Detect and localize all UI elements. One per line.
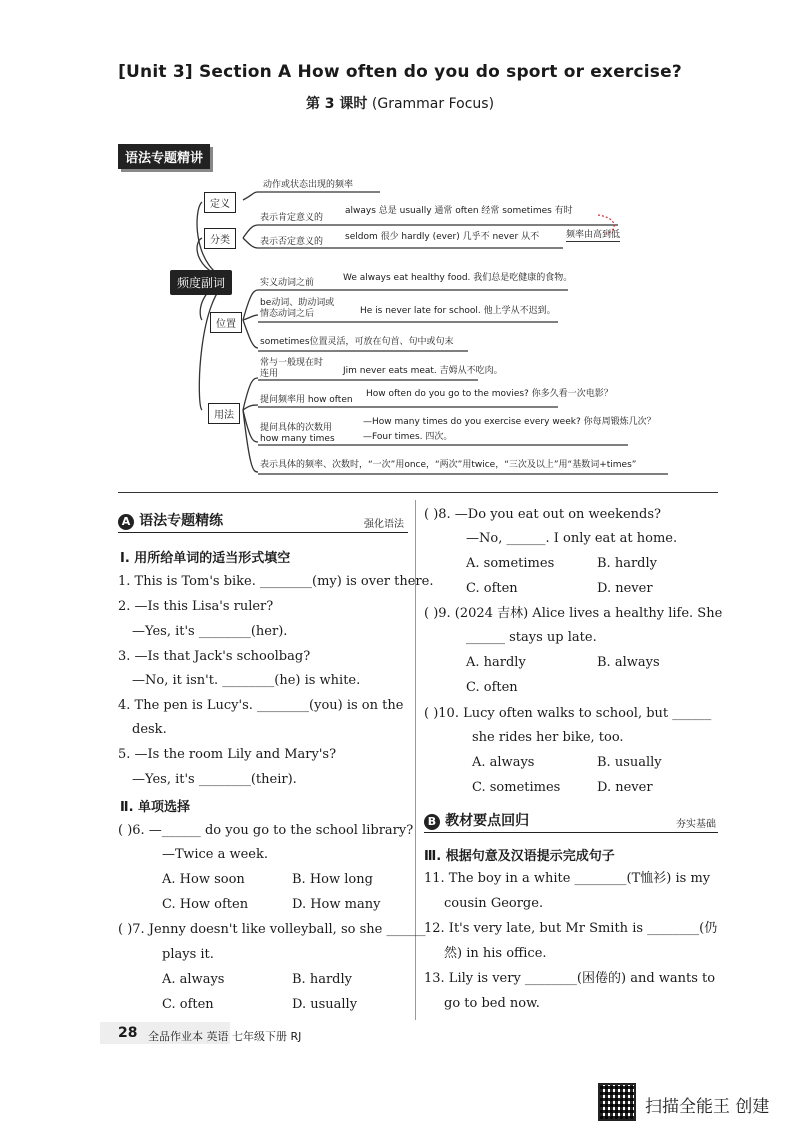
q6-option-a[interactable]: A. How soon bbox=[162, 872, 245, 887]
mindmap-usage-node: 用法 bbox=[208, 403, 240, 424]
question-6: ( )6. —______ do you go to the school library? bbox=[118, 823, 414, 838]
usage-2-example: How often do you go to the movies? 你多久看一次电影？ bbox=[366, 389, 613, 399]
q10-option-d[interactable]: D. never bbox=[597, 780, 653, 795]
class-positive-label: 表示肯定意义的 bbox=[260, 213, 324, 223]
q10-option-c[interactable]: C. sometimes bbox=[472, 780, 561, 795]
mindmap-classification-node: 分类 bbox=[204, 228, 236, 249]
question-11-line2: cousin George. bbox=[444, 896, 544, 911]
page-title: [Unit 3] Section A How often do you do sport or exercise? bbox=[118, 62, 682, 82]
class-negative-words: seldom 很少 hardly (ever) 几乎不 never 从不 bbox=[345, 232, 540, 242]
lesson-topic: (Grammar Focus) bbox=[371, 96, 495, 112]
footer-text: 全品作业本 英语 七年级下册 RJ bbox=[148, 1030, 302, 1043]
part-1-title: Ⅰ. 用所给单词的适当形式填空 bbox=[120, 551, 291, 566]
q10-option-b[interactable]: B. usually bbox=[597, 755, 662, 770]
question-13-line2: go to bed now. bbox=[444, 996, 540, 1011]
definition-text: 动作或状态出现的频率 bbox=[263, 180, 354, 190]
q9-option-a[interactable]: A. hardly bbox=[466, 655, 526, 670]
question-12-line1: 12. It's very late, but Mr Smith is ________(仍 bbox=[424, 921, 718, 936]
position-2-example: He is never late for school. 他上学从不迟到。 bbox=[360, 306, 556, 316]
section-a-badge: A bbox=[118, 514, 134, 530]
question-7-line2: plays it. bbox=[162, 947, 214, 962]
section-b-title: 教材要点回归 bbox=[445, 813, 530, 829]
question-3-prompt: 3. —Is that Jack's schoolbag? bbox=[118, 649, 311, 664]
question-6-reply: —Twice a week. bbox=[162, 847, 269, 862]
position-1-label: 实义动词之前 bbox=[260, 278, 315, 288]
usage-3-example-q: —How many times do you exercise every week? 你每周锻炼几次？ bbox=[363, 417, 656, 427]
section-a-title: 语法专题精练 bbox=[139, 513, 224, 529]
usage-4-text: 表示具体的频率、次数时，“一次”用once，“两次”用twice，“三次及以上”用“基数词+times” bbox=[260, 460, 637, 470]
section-b-tag: 夯实基础 bbox=[676, 819, 716, 830]
question-5-prompt: 5. —Is the room Lily and Mary's? bbox=[118, 747, 337, 762]
section-a-tag: 强化语法 bbox=[364, 519, 404, 530]
section-b-banner bbox=[424, 810, 718, 833]
page-number: 28 bbox=[118, 1025, 138, 1041]
q7-option-c[interactable]: C. often bbox=[162, 997, 214, 1012]
question-8-reply: —No, ______. I only eat at home. bbox=[466, 531, 678, 546]
question-12-line2: 然) in his office. bbox=[444, 946, 547, 961]
watermark-text: 扫描全能王 创建 bbox=[645, 1097, 770, 1117]
question-5-reply: —Yes, it's ________(their). bbox=[132, 772, 297, 787]
usage-1-example: Jim never eats meat. 吉姆从不吃肉。 bbox=[343, 366, 503, 376]
question-2-reply: —Yes, it's ________(her). bbox=[132, 624, 288, 639]
q7-option-b[interactable]: B. hardly bbox=[292, 972, 352, 987]
q8-option-d[interactable]: D. never bbox=[597, 581, 653, 596]
q7-option-d[interactable]: D. usually bbox=[292, 997, 358, 1012]
usage-1-label: 常与一般现在时连用 bbox=[260, 358, 324, 379]
usage-3-label: 提问具体的次数用 how many times bbox=[260, 423, 335, 444]
usage-2-label: 提问频率用 how often bbox=[260, 395, 353, 405]
part-3-title: Ⅲ. 根据句意及汉语提示完成句子 bbox=[424, 849, 615, 864]
q6-option-d[interactable]: D. How many bbox=[292, 897, 381, 912]
mindmap-root: 频度副词 bbox=[170, 270, 232, 295]
q9-option-c[interactable]: C. often bbox=[466, 680, 518, 695]
question-8: ( )8. —Do you eat out on weekends? bbox=[424, 507, 661, 522]
section-divider bbox=[118, 492, 718, 493]
q6-option-b[interactable]: B. How long bbox=[292, 872, 373, 887]
usage-3-example-a: —Four times. 四次。 bbox=[363, 432, 453, 442]
section-a-banner bbox=[118, 510, 408, 533]
question-4-line2: desk. bbox=[132, 722, 167, 737]
q8-option-b[interactable]: B. hardly bbox=[597, 556, 657, 571]
question-11-line1: 11. The boy in a white ________(T恤衫) is my bbox=[424, 871, 711, 886]
part-2-title: Ⅱ. 单项选择 bbox=[120, 800, 191, 815]
question-13-line1: 13. Lily is very ________(困倦的) and wants to bbox=[424, 971, 716, 986]
position-1-example: We always eat healthy food. 我们总是吃健康的食物。 bbox=[343, 273, 573, 283]
question-10: ( )10. Lucy often walks to school, but ______ bbox=[424, 706, 712, 721]
question-1: 1. This is Tom's bike. ________(my) is over there. bbox=[118, 574, 434, 589]
q8-option-c[interactable]: C. often bbox=[466, 581, 518, 596]
q9-option-b[interactable]: B. always bbox=[597, 655, 660, 670]
q7-option-a[interactable]: A. always bbox=[162, 972, 225, 987]
q10-option-a[interactable]: A. always bbox=[472, 755, 535, 770]
section-b-badge: B bbox=[424, 814, 440, 830]
position-2-label: be动词、助动词或情态动词之后 bbox=[260, 298, 335, 319]
position-3-text: sometimes位置灵活，可放在句首、句中或句末 bbox=[260, 337, 454, 347]
mindmap-definition-node: 定义 bbox=[204, 192, 236, 213]
frequency-order-note: 频率由高到低 bbox=[566, 230, 621, 240]
mindmap bbox=[118, 170, 718, 485]
class-positive-words: always 总是 usually 通常 often 经常 sometimes 有时 bbox=[345, 206, 573, 216]
q6-option-c[interactable]: C. How often bbox=[162, 897, 249, 912]
question-4-line1: 4. The pen is Lucy's. ________(you) is on the bbox=[118, 698, 404, 713]
grammar-section-heading: 语法专题精讲 bbox=[118, 144, 210, 169]
question-10-line2: she rides her bike, too. bbox=[472, 730, 624, 745]
question-9-line2: ______ stays up late. bbox=[466, 630, 597, 645]
question-7: ( )7. Jenny doesn't like volleyball, so she ______ bbox=[118, 922, 426, 937]
question-2-prompt: 2. —Is this Lisa's ruler? bbox=[118, 599, 274, 614]
question-9: ( )9. (2024 吉林) Alice lives a healthy life. She bbox=[424, 606, 723, 621]
lesson-number: 第 3 课时 bbox=[305, 96, 368, 112]
mindmap-position-node: 位置 bbox=[210, 312, 242, 333]
q8-option-a[interactable]: A. sometimes bbox=[466, 556, 555, 571]
qr-code-icon bbox=[598, 1083, 636, 1121]
class-negative-label: 表示否定意义的 bbox=[260, 237, 324, 247]
lesson-subtitle bbox=[0, 93, 800, 113]
question-3-reply: —No, it isn't. ________(he) is white. bbox=[132, 673, 361, 688]
